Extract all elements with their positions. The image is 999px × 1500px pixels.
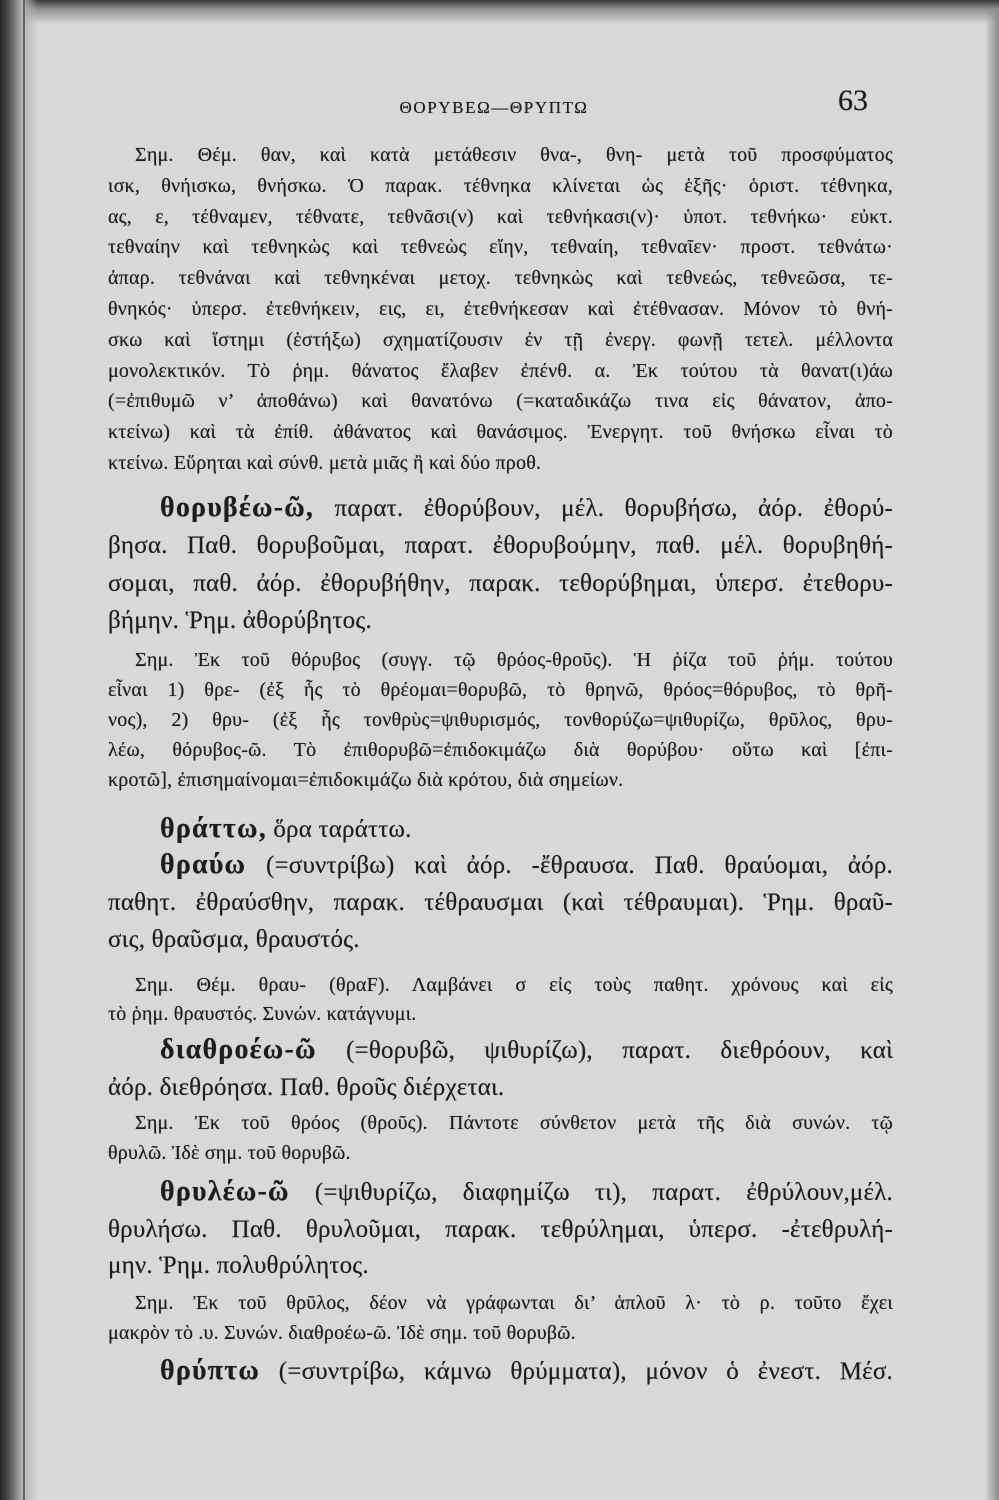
entry-line: παθητ. ἐθραύσθην, παρακ. τέθραυσμαι (καὶ τέθραυμαι). Ῥημ. θραῦ- xyxy=(108,889,893,916)
note-line: Σημ. Ἐκ τοῦ θρόος (θροῦς). Πάντοτε σύνθετον μετὰ τῆς διὰ συνών. τῷ xyxy=(135,1112,893,1134)
entry-line xyxy=(108,846,893,884)
entry-line: σομαι, παθ. ἀόρ. ἐθορυβήθην, παρακ. τεθορύβημαι, ὑπερσ. ἐτεθορυ- xyxy=(108,569,893,597)
note-line: ισκ, θνήισκω, θνήσκω. Ὁ παρακ. τέθνηκα κλίνεται ὡς ἑξῆς· ὁριστ. τέθνηκα, xyxy=(108,174,893,197)
page-number: 63 xyxy=(838,84,868,117)
headword: θράττω, xyxy=(160,813,267,844)
entry-line: θρυλήσω. Παθ. θρυλοῦμαι, παρακ. τεθρύλημαι, ὑπερσ. -ἐτεθρυλή- xyxy=(108,1215,893,1243)
note-line: εἶναι 1) θρε- (ἐξ ἧς τὸ θρέομαι=θορυβῶ, τὸ θρηνῶ, θρόος=θόρυβος, τὸ θρῆ- xyxy=(108,679,893,701)
note-line: Σημ. Θέμ. θαν, καὶ κατὰ μετάθεσιν θνα-, θνη- μετὰ τοῦ προσφύματος xyxy=(135,144,893,166)
headword: θρύπτω xyxy=(160,1355,261,1386)
entry-block xyxy=(108,810,893,848)
note-line: θνηκός· ὑπερσ. ἐτεθνήκειν, εις, ει, ἐτεθνήκεσαν καὶ ἐτέθνασαν. Μόνον τὸ θνή- xyxy=(108,297,893,320)
entry-text: ὅρα ταράττω. xyxy=(273,816,412,843)
note-line: κτείνω. Εὕρηται καὶ σύνθ. μετὰ μιᾶς ἢ καὶ δύο προθ. xyxy=(108,451,542,474)
note-line: Σημ. Θέμ. θραυ- (θραF). Λαμβάνει σ εἰς τοὺς παθητ. χρόνους καὶ εἰς xyxy=(135,974,893,996)
note-line: ας, ε, τέθναμεν, τέθνατε, τεθνᾶσι(ν) καὶ τεθνήκασι(ν)· ὑποτ. τεθνήκω· εὐκτ. xyxy=(108,205,893,228)
running-head: ΘΟΡΥΒΕΩ—ΘΡΥΠΤΩ xyxy=(399,98,589,117)
entry-text: (=θορυβῶ, ψιθυρίζω), παρατ. διεθρόουν, καὶ xyxy=(346,1037,893,1064)
note-line: κτείνω) καὶ τὰ ἐπίθ. ἀθάνατος καὶ θανάσιμος. Ἐνεργητ. τοῦ θνήσκω εἶναι τὸ xyxy=(108,421,893,444)
entry-line xyxy=(108,1174,893,1212)
headword: θραύω xyxy=(160,849,247,880)
note-line: νος), 2) θρυ- (ἐξ ἧς τονθρὺς=ψιθυρισμός, τονθορύζω=ψιθυρίζω, θρῦλος, θρυ- xyxy=(108,709,893,731)
entry-block xyxy=(108,489,893,639)
note-block xyxy=(108,1288,893,1348)
entry-line xyxy=(108,489,893,527)
note-block xyxy=(108,971,893,1028)
entry-line xyxy=(108,1032,893,1070)
entry-block xyxy=(108,1174,893,1285)
headword: θρυλέω-ῶ xyxy=(160,1176,290,1207)
entry-text: (=ψιθυρίζω, διαφημίζω τι), παρατ. ἐθρύλουν,μέλ. xyxy=(314,1179,893,1206)
note-line: τεθναίην καὶ τεθνηκὼς καὶ τεθνεὼς εἴην, τεθναίη, τεθναῖεν· προστ. τεθνάτω· xyxy=(108,236,893,259)
note-block xyxy=(108,1108,893,1168)
note-line: Σημ. Ἐκ τοῦ θρῦλος, δέον νὰ γράφωνται δι’ ἁπλοῦ λ· τὸ ρ. τοῦτο ἔχει xyxy=(135,1292,893,1314)
entry-line: ἀόρ. διεθρόησα. Παθ. θροῦς διέρχεται. xyxy=(108,1073,505,1101)
note-line: ἀπαρ. τεθνάναι καὶ τεθνηκέναι μετοχ. τεθνηκὼς καὶ τεθνεώς, τεθνεῶσα, τε- xyxy=(108,267,893,290)
entry-line xyxy=(108,810,893,848)
headword: διαθροέω-ῶ xyxy=(160,1034,317,1065)
entry-line: βήμην. Ῥημ. ἀθορύβητος. xyxy=(108,606,372,634)
note-block xyxy=(108,140,893,479)
entry-block xyxy=(108,1032,893,1106)
note-block xyxy=(108,645,893,795)
entry-line: μην. Ῥημ. πολυθρύλητος. xyxy=(108,1252,369,1279)
headword: θορυβέω-ῶ, xyxy=(160,492,315,523)
entry-text: (=συντρίβω) καὶ ἀόρ. -ἔθραυσα. Παθ. θραύομαι, ἀόρ. xyxy=(265,852,893,879)
note-line: θρυλῶ. Ἰδὲ σημ. τοῦ θορυβῶ. xyxy=(108,1142,351,1164)
note-line: τὸ ῥημ. θραυστός. Συνών. κατάγνυμι. xyxy=(108,1002,417,1025)
binding-shadow xyxy=(23,0,25,1500)
entry-block xyxy=(108,846,893,958)
note-line: λέω, θόρυβος-ῶ. Τὸ ἐπιθορυβῶ=ἐπιδοκιμάζω διὰ θορύβου· οὕτω καὶ [ἐπι- xyxy=(108,739,893,761)
note-line: κροτῶ], ἐπισημαίνομαι=ἐπιδοκιμάζω διὰ κρότου, διὰ σημείων. xyxy=(108,769,624,791)
note-line: (=ἐπιθυμῶ ν’ ἀποθάνω) καὶ θανατόνω (=καταδικάζω τινα εἰς θάνατον, ἀπο- xyxy=(108,390,893,413)
note-line: μακρὸν τὸ .υ. Συνών. διαθροέω-ῶ. Ἰδὲ σημ. τοῦ θορυβῶ. xyxy=(108,1322,576,1344)
entry-text: (=συντρίβω, κάμνω θρύμματα), μόνον ὁ ἐνεστ. Μέσ. xyxy=(278,1358,894,1385)
note-line: σκω καὶ ἵστημι (ἑστήξω) σχηματίζουσιν ἐν τῇ ἐνεργ. φωνῇ τετελ. μέλλοντα xyxy=(108,328,893,351)
entry-line: σις, θραῦσμα, θραυστός. xyxy=(108,926,360,953)
note-line: Σημ. Ἐκ τοῦ θόρυβος (συγγ. τῷ θρόος-θροῦς). Ἡ ῥίζα τοῦ ῥήμ. τούτου xyxy=(135,649,893,671)
entry-block xyxy=(108,1352,893,1390)
entry-text: παρατ. ἐθορύβουν, μέλ. θορυβήσω, ἀόρ. ἐθορύ- xyxy=(334,495,894,522)
note-line: μονολεκτικόν. Τὸ ῥημ. θάνατος ἔλαβεν ἐπένθ. α. Ἐκ τούτου τὰ θανατ(ι)άω xyxy=(108,359,893,382)
entry-line xyxy=(108,1352,893,1390)
entry-line: βησα. Παθ. θορυβοῦμαι, παρατ. ἐθορυβούμην, παθ. μέλ. θορυβηθή- xyxy=(108,532,893,560)
